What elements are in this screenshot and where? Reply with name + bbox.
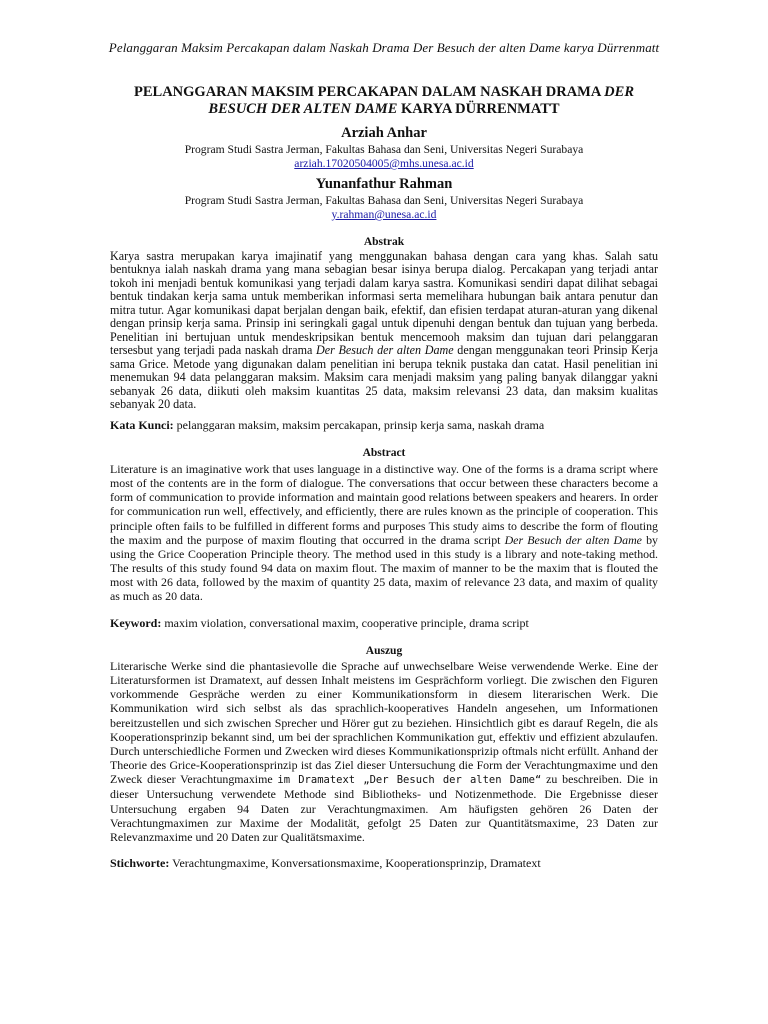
abstrak-text-2: dengan menggunakan teori Prinsip Kerja sama Grice. Metode yang digunakan dalam penelitian ini berupa teknik pustaka dan catat. Hasil penelitian ini menemukan 94 data pelanggaran maksim. Maksim cara menjadi maksim yang paling banyak dilanggar yakni sebanyak 26 data, diikuti oleh maksim kuantitas 25 data, maksim relevansi 23 data, dan maksim kualitas sebanyak 20 data.: [110, 343, 658, 411]
auszug-body: [110, 659, 658, 844]
abstrak-text-1: Karya sastra merupakan karya imajinatif yang menggunakan bahasa dengan cara yang khas. Salah satu bentuknya ialah naskah drama yang mana sebagian besar isinya berupa dialog. Percakapan yang terjadi antar tokoh ini menjadi bentuk komunikasi yang terjadi dalam karya sastra. Komunikasi sendiri dapat dilihat sebagai bentuk tindakan kerja sama untuk memberikan informasi serta memelihara hubungan baik antara penutur dan mitra tutur. Agar komunikasi dapat berjalan dengan baik, efektif, dan efisien terdapat aturan-aturan yang dikenal dengan prinsip kerja sama. Prinsip ini seringkali gagal untuk dipenuhi dengan bentuk dan tujuan yang berbeda. Penelitian ini bertujuan untuk mendeskripsikan bentuk mencemooh maksim dan tujuan dari pelanggaran tersesbut yang terjadi pada naskah drama: [110, 249, 658, 358]
title-part1: PELANGGARAN MAKSIM PERCAKAPAN DALAM NASKAH DRAMA: [134, 84, 605, 100]
abstract-body: [110, 462, 658, 604]
auszug-text-1: Literarische Werke sind die phantasievolle die Sprache auf unwechselbare Weise verwendende Werke. Eine der Literatursformen ist Dramatext, auf dessen Inhalt meistens im Gesprächform vorliegt. Die zwischen den Figuren vorkommende Gespräche werden zu einer Kommunikationsform in diesem literarischen Werk. Die Kommunikation wird sich selbst als das sprachlich-kooperatives Handeln angesehen, um Informationen bereitzustellen und sich zwischen Sprecher und Hörer gut zu beziehen. Hinsichtlich gibt es darauf Regeln, die als Kooperationsprinzip bekannt sind, um bei der sprachlichen Kommunikation gut, effektiv und effizient abzulaufen. Durch unterschiedliche Formen und Zwecken wird dieses Kommunikationsprizip oftmals nicht erfüllt. Anhand der Theorie des Grice-Kooperationsprinzip ist das Ziel dieser Untersuchung die Form der Verachtungmaxime und den Zweck dieser Verachtungmaxime: [110, 659, 658, 787]
abstrak-keywords-label: Kata Kunci:: [110, 418, 174, 432]
title-italic: DER BESUCH DER ALTEN DAME: [208, 84, 634, 117]
abstract-keywords: [110, 616, 658, 631]
abstrak-text-italic: Der Besuch der alten Dame: [316, 343, 454, 358]
abstrak-body: [110, 250, 658, 411]
abstrak-keywords: [110, 418, 658, 433]
author-affiliation-2: Program Studi Sastra Jerman, Fakultas Bahasa dan Seni, Universitas Negeri Surabaya: [184, 194, 584, 207]
auszug-keywords-text: Verachtungmaxime, Konversationsmaxime, Kooperationsprinzip, Dramatext: [169, 856, 541, 870]
abstract-text-italic: Der Besuch der alten Dame: [504, 532, 642, 547]
auszug-text-2: zu beschreiben. Die in dieser Untersuchung verwendete Methode sind Bibliotheks- und Notizenmethode. Die Ergebnisse dieser Untersuchung ergaben 94 Daten zur Verachtungmaximen. Am häufigsten gehören 26 Daten der Verachtungmaximen zur Maxime der Modalität, gefolgt 25 Daten zur Quantitätsmaxime, 23 Daten zur Relevanzmaxime und 20 Daten zur Qualitätsmaxime.: [110, 772, 658, 844]
abstract-text-2: by using the Grice Cooperation Principle theory. The method used in this study is a library and note-taking method. The results of this study found 94 data on maxim flout. The maxim of manner to be the maxim that is flouted the most with 26 data, followed by the maxim of quantity 25 data, maxim of relevance 23 data, and maxim of quality as much as 20 data.: [110, 532, 658, 604]
author-name-1: Arziah Anhar: [341, 125, 427, 141]
abstrak-keywords-text: pelanggaran maksim, maksim percakapan, prinsip kerja sama, naskah drama: [173, 418, 545, 432]
auszug-keywords: [110, 856, 658, 871]
title-part2: KARYA DÜRRENMATT: [397, 101, 560, 117]
auszug-heading: Auszug: [365, 645, 403, 657]
abstrak-heading: Abstrak: [363, 236, 405, 248]
abstract-keywords-text: maxim violation, conversational maxim, cooperative principle, drama script: [161, 616, 529, 630]
paper-title: [110, 84, 658, 118]
author-affiliation-1: Program Studi Sastra Jerman, Fakultas Bahasa dan Seni, Universitas Negeri Surabaya: [184, 143, 584, 156]
auszug-keywords-label: Stichworte:: [110, 856, 170, 870]
abstract-heading: Abstract: [362, 447, 406, 459]
running-header: Pelanggaran Maksim Percakapan dalam Naskah Drama Der Besuch der alten Dame karya Dürrenmatt: [108, 40, 660, 55]
abstract-text-1: Literature is an imaginative work that uses language in a distinctive way. One of the forms is a drama script where most of the contents are in the form of dialogue. The conversations that occur between these characters become a form of communication to provide information and maintain good relations between speakers and hearers. In order for communication run well, effectively, and efficiently, there are rules known as the principle of cooperation. This principle often fails to be fulfilled in different forms and purposes This study aims to describe the form of flouting the maxim and the purpose of maxim flouting that occurred in the drama script: [110, 462, 658, 547]
auszug-text-mono: im Dramatext „Der Besuch der alten Dame“: [277, 774, 542, 787]
abstract-keywords-label: Keyword:: [110, 616, 162, 630]
author-email-1[interactable]: arziah.17020504005@mhs.unesa.ac.id: [294, 157, 474, 170]
author-name-2: Yunanfathur Rahman: [315, 176, 453, 192]
author-email-2[interactable]: y.rahman@unesa.ac.id: [331, 208, 437, 221]
